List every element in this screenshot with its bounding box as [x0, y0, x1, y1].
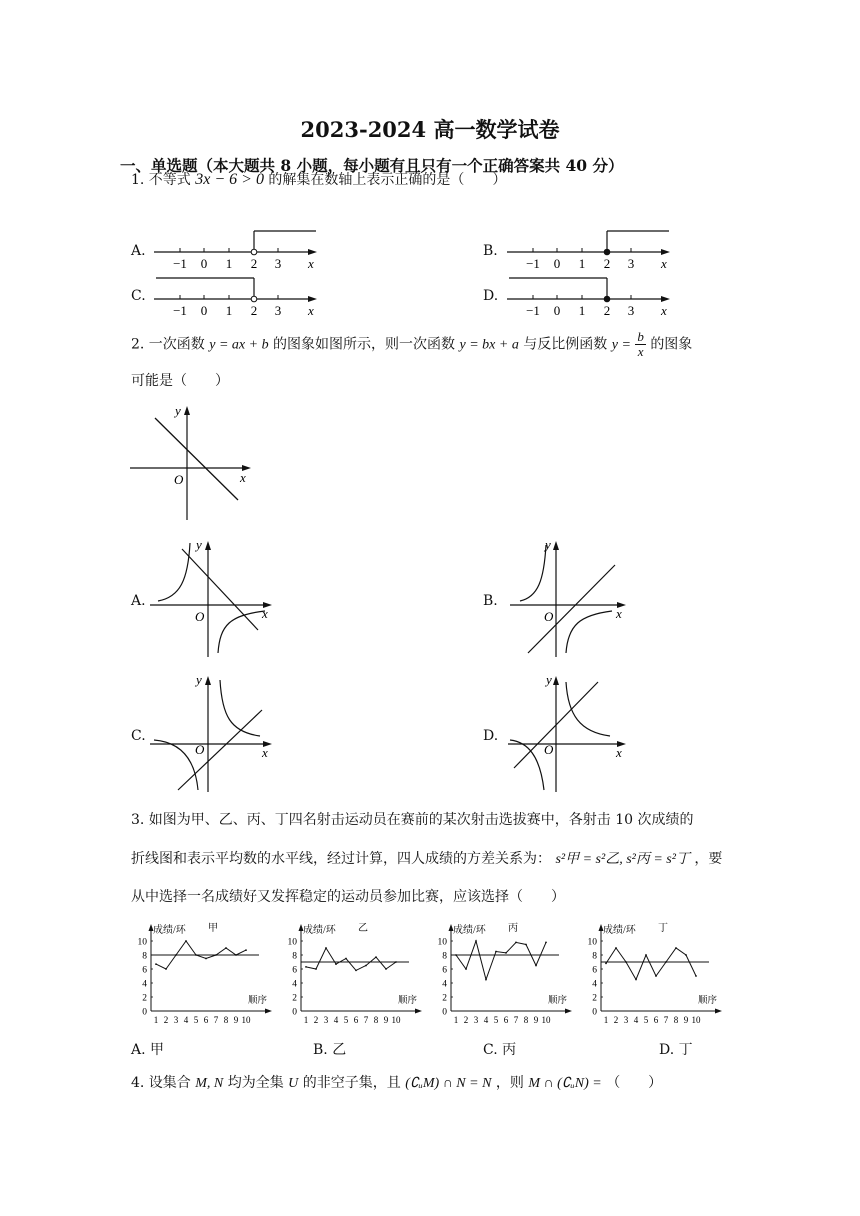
data-point	[695, 975, 697, 977]
q2a-origin-label: O	[195, 609, 205, 624]
x-tick-label: 3	[323, 1015, 329, 1025]
axis-x-label: x	[661, 256, 667, 271]
q2d-y-label: y	[546, 672, 552, 687]
x-axis-arrow	[415, 1009, 422, 1014]
q2a-x-label: x	[262, 606, 268, 621]
y-axis-label: 成绩/环	[603, 925, 636, 936]
x-tick-label: 2	[463, 1015, 469, 1025]
section-heading: 一、单选题（本大题共 8 小题，每小题有且只有一个正确答案共 40 分）	[120, 156, 624, 175]
y-axis-label: 成绩/环	[153, 925, 186, 936]
x-tick-label: 6	[653, 1015, 659, 1025]
y-tick-label: 8	[592, 951, 597, 962]
data-point	[655, 975, 657, 977]
q2-option-b-graph	[500, 535, 635, 660]
page-title: 2023-2024 高一数学试卷	[300, 117, 560, 142]
data-point	[245, 949, 247, 951]
question-3-line-3: 从中选择一名成绩好又发挥稳定的运动员参加比赛，应该选择（ ）	[131, 889, 565, 905]
x-tick-label: 3	[623, 1015, 629, 1025]
q1-option-c-label[interactable]: C.	[131, 288, 146, 304]
axis-arrow	[661, 296, 670, 302]
tick-label: −1	[173, 303, 187, 318]
data-point	[545, 942, 547, 944]
y-axis-label: 成绩/环	[303, 925, 336, 936]
x-tick-label: 4	[333, 1015, 339, 1025]
q2-text-b: 的图象如图所示，则一次函数	[273, 336, 456, 353]
q2-main-graph	[125, 400, 255, 525]
q3-chart-yi	[275, 913, 425, 1028]
y-tick-label: 2	[442, 993, 447, 1004]
x-tick-label: 9	[533, 1015, 539, 1025]
q2c-origin-label: O	[195, 742, 205, 757]
y-tick-label: 2	[292, 993, 297, 1004]
tick-label: 2	[250, 303, 258, 318]
q3-answer-a[interactable]: A. 甲	[131, 1042, 165, 1058]
x-tick-label: 5	[343, 1015, 349, 1025]
x-tick-label: 10	[691, 1015, 701, 1025]
q2-option-a-graph	[150, 535, 280, 660]
y-tick-label: 6	[292, 965, 297, 976]
tick-label: 0	[200, 303, 208, 318]
x-tick-label: 2	[313, 1015, 319, 1025]
y-tick-label: 8	[142, 951, 147, 962]
y-tick-label: 10	[437, 937, 447, 948]
data-point	[365, 965, 367, 967]
q2d-x-label: x	[616, 745, 622, 760]
series-line	[606, 948, 696, 980]
data-point	[395, 961, 397, 963]
data-point	[305, 966, 307, 968]
q2-main-y-label: y	[175, 403, 181, 418]
x-tick-label: 1	[603, 1015, 609, 1025]
q2-option-a-label[interactable]: A.	[131, 593, 146, 609]
chart-title: 甲	[208, 923, 218, 934]
chart-title: 丁	[658, 923, 668, 934]
x-tick-label: 9	[233, 1015, 239, 1025]
x-tick-label: 5	[643, 1015, 649, 1025]
y-tick-label: 10	[287, 937, 297, 948]
tick-label: 1	[578, 256, 586, 271]
tick-label: 2	[603, 303, 611, 318]
x-tick-label: 3	[173, 1015, 179, 1025]
endpoint-dot	[251, 296, 257, 302]
q2-fraction	[635, 330, 646, 359]
x-tick-label: 1	[453, 1015, 459, 1025]
x-axis-label: 顺序	[397, 996, 417, 1006]
data-point	[345, 958, 347, 960]
q4-formula-2: M ∩ (∁ᵤN) =	[528, 1076, 602, 1091]
q4-formula-1: (∁ᵤM) ∩ N = N	[405, 1076, 492, 1091]
y-tick-label: 10	[587, 937, 597, 948]
x-tick-label: 10	[391, 1015, 401, 1025]
x-tick-label: 7	[663, 1015, 669, 1025]
q4-text-c: 的非空子集，且	[302, 1075, 401, 1091]
y-tick-label: 6	[442, 965, 447, 976]
data-point	[625, 961, 627, 963]
q1-formula: 3x − 6 > 0	[195, 171, 264, 188]
q2-text-d: 的图象	[650, 336, 693, 353]
x-tick-label: 6	[203, 1015, 209, 1025]
data-point	[195, 954, 197, 956]
data-point	[465, 968, 467, 970]
q2-option-d-label[interactable]: D.	[483, 728, 499, 744]
q1-number-line-c	[150, 272, 330, 320]
q3-answer-b[interactable]: B. 乙	[313, 1042, 347, 1058]
data-point	[475, 940, 477, 942]
q1-prefix: 1. 不等式	[131, 172, 191, 188]
y-tick-label: 4	[292, 979, 297, 990]
tick-label: 0	[553, 303, 561, 318]
x-tick-label: 10	[241, 1015, 251, 1025]
x-tick-label: 8	[373, 1015, 379, 1025]
x-tick-label: 10	[541, 1015, 551, 1025]
endpoint-dot	[604, 296, 610, 302]
x-axis-arrow	[715, 1009, 722, 1014]
data-point	[185, 940, 187, 942]
x-axis-arrow	[265, 1009, 272, 1014]
x-tick-label: 8	[523, 1015, 529, 1025]
chart-title: 丙	[508, 923, 518, 934]
question-2-line-1	[131, 330, 692, 359]
q2c-x-label: x	[262, 745, 268, 760]
q4-universal-set: U	[288, 1076, 299, 1091]
q1-number-line-b	[503, 225, 683, 273]
tick-label: 3	[627, 256, 635, 271]
data-point	[165, 968, 167, 970]
q2-option-c-label[interactable]: C.	[131, 728, 146, 744]
q2-fraction-den: x	[637, 344, 644, 359]
x-tick-label: 7	[213, 1015, 219, 1025]
tick-label: 0	[553, 256, 561, 271]
y-tick-label: 2	[592, 993, 597, 1004]
q2c-y-label: y	[196, 672, 202, 687]
q2-option-b-label[interactable]: B.	[483, 593, 498, 609]
x-tick-label: 1	[303, 1015, 309, 1025]
q2-main-x-label: x	[240, 470, 246, 485]
x-tick-label: 4	[483, 1015, 489, 1025]
tick-label: 0	[200, 256, 208, 271]
x-tick-label: 2	[613, 1015, 619, 1025]
endpoint-dot	[251, 249, 257, 255]
axis-x-label: x	[308, 256, 314, 271]
y-axis-label: 成绩/环	[453, 925, 486, 936]
y-tick-label: 0	[142, 1007, 147, 1018]
tick-label: 2	[603, 256, 611, 271]
data-point	[155, 963, 157, 965]
y-tick-label: 0	[292, 1007, 297, 1018]
x-tick-label: 8	[223, 1015, 229, 1025]
axis-arrow	[308, 296, 317, 302]
data-point	[665, 961, 667, 963]
q2d-origin-label: O	[544, 742, 554, 757]
x-axis-label: 顺序	[547, 996, 567, 1006]
data-point	[615, 947, 617, 949]
x-tick-label: 5	[493, 1015, 499, 1025]
axis-x-label: x	[308, 303, 314, 318]
question-3-line-1: 3. 如图为甲、乙、丙、丁四名射击运动员在赛前的某次射击选拔赛中，各射击 10 次成绩的	[131, 812, 694, 828]
x-tick-label: 4	[183, 1015, 189, 1025]
question-3-line-2	[131, 849, 722, 870]
data-point	[675, 947, 677, 949]
data-point	[685, 954, 687, 956]
q2b-x-label: x	[616, 606, 622, 621]
q4-vars: M, N	[195, 1076, 224, 1091]
x-tick-label: 2	[163, 1015, 169, 1025]
q2-option-d-graph	[500, 670, 635, 795]
tick-label: 1	[225, 303, 233, 318]
data-point	[355, 970, 357, 972]
x-tick-label: 7	[363, 1015, 369, 1025]
y-tick-label: 4	[442, 979, 447, 990]
q1-number-line-d	[503, 272, 683, 320]
q2-formula-3-lhs: y =	[611, 337, 631, 353]
q3-text-b: ，要	[694, 851, 723, 867]
x-tick-label: 1	[153, 1015, 159, 1025]
x-tick-label: 9	[383, 1015, 389, 1025]
data-point	[175, 954, 177, 956]
y-tick-label: 8	[442, 951, 447, 962]
tick-label: −1	[526, 256, 540, 271]
q3-chart-jia	[125, 913, 275, 1028]
data-point	[225, 947, 227, 949]
q3-answer-d[interactable]: D. 丁	[659, 1042, 693, 1058]
series-line	[456, 941, 546, 980]
y-tick-label: 0	[592, 1007, 597, 1018]
x-tick-label: 3	[473, 1015, 479, 1025]
x-axis-label: 顺序	[697, 996, 717, 1006]
y-tick-label: 0	[442, 1007, 447, 1018]
data-point	[525, 944, 527, 946]
q2-text-a: 2. 一次函数	[131, 336, 205, 353]
q1-option-b-label[interactable]: B.	[483, 243, 498, 259]
data-point	[205, 958, 207, 960]
y-tick-label: 4	[592, 979, 597, 990]
y-tick-label: 6	[592, 965, 597, 976]
endpoint-dot	[604, 249, 610, 255]
q4-text-a: 4. 设集合	[131, 1075, 191, 1091]
data-point	[215, 954, 217, 956]
data-point	[235, 954, 237, 956]
q1-number-line-a	[150, 225, 330, 273]
tick-label: 1	[578, 303, 586, 318]
question-4	[131, 1073, 662, 1094]
tick-label: 3	[274, 303, 282, 318]
y-tick-label: 8	[292, 951, 297, 962]
q4-text-d: ，则	[495, 1075, 524, 1091]
q2-formula-1: y = ax + b	[209, 337, 269, 353]
data-point	[375, 956, 377, 958]
q4-text-b: 均为全集	[227, 1075, 284, 1091]
y-tick-label: 10	[137, 937, 147, 948]
x-tick-label: 6	[353, 1015, 359, 1025]
q1-suffix: 的解集在数轴上表示正确的是（ ）	[268, 172, 507, 188]
x-tick-label: 7	[513, 1015, 519, 1025]
data-point	[605, 963, 607, 965]
data-point	[505, 952, 507, 954]
x-tick-label: 8	[673, 1015, 679, 1025]
q3-answer-c[interactable]: C. 丙	[483, 1042, 517, 1058]
data-point	[515, 942, 517, 944]
tick-label: 3	[274, 256, 282, 271]
q3-text-a: 折线图和表示平均数的水平线，经过计算，四人成绩的方差关系为：	[131, 851, 551, 867]
x-axis-arrow	[565, 1009, 572, 1014]
x-tick-label: 9	[683, 1015, 689, 1025]
q1-option-a-label[interactable]: A.	[131, 243, 146, 259]
data-point	[495, 951, 497, 953]
axis-x-label: x	[661, 303, 667, 318]
q2-text-c: 与反比例函数	[523, 336, 608, 353]
tick-label: 3	[627, 303, 635, 318]
y-tick-label: 2	[142, 993, 147, 1004]
data-point	[455, 954, 457, 956]
data-point	[635, 979, 637, 981]
data-point	[325, 947, 327, 949]
data-point	[335, 963, 337, 965]
q2a-y-label: y	[196, 537, 202, 552]
tick-label: 1	[225, 256, 233, 271]
axis-arrow	[308, 249, 317, 255]
question-1	[131, 170, 506, 190]
q4-text-e: （ ）	[606, 1075, 663, 1091]
data-point	[645, 954, 647, 956]
q2-main-origin-label: O	[174, 472, 184, 487]
x-tick-label: 4	[633, 1015, 639, 1025]
data-point	[485, 979, 487, 981]
data-point	[385, 968, 387, 970]
tick-label: −1	[526, 303, 540, 318]
q1-option-d-label[interactable]: D.	[483, 288, 499, 304]
y-tick-label: 4	[142, 979, 147, 990]
q3-chart-bing	[425, 913, 575, 1028]
data-point	[315, 968, 317, 970]
q2b-origin-label: O	[544, 609, 554, 624]
q3-chart-ding	[575, 913, 725, 1028]
x-tick-label: 5	[193, 1015, 199, 1025]
q2-fraction-num: b	[637, 329, 644, 344]
tick-label: −1	[173, 256, 187, 271]
data-point	[535, 965, 537, 967]
x-axis-label: 顺序	[247, 996, 267, 1006]
question-2-line-2: 可能是（ ）	[131, 373, 229, 389]
q3-formula: s²甲 = s²乙, s²丙 = s²丁	[555, 852, 690, 867]
chart-title: 乙	[358, 923, 368, 934]
series-line	[306, 948, 396, 970]
axis-arrow	[661, 249, 670, 255]
q2-option-c-graph	[150, 670, 280, 795]
y-tick-label: 6	[142, 965, 147, 976]
x-tick-label: 6	[503, 1015, 509, 1025]
q2-formula-2: y = bx + a	[459, 337, 519, 353]
q2b-y-label: y	[545, 537, 551, 552]
tick-label: 2	[250, 256, 258, 271]
